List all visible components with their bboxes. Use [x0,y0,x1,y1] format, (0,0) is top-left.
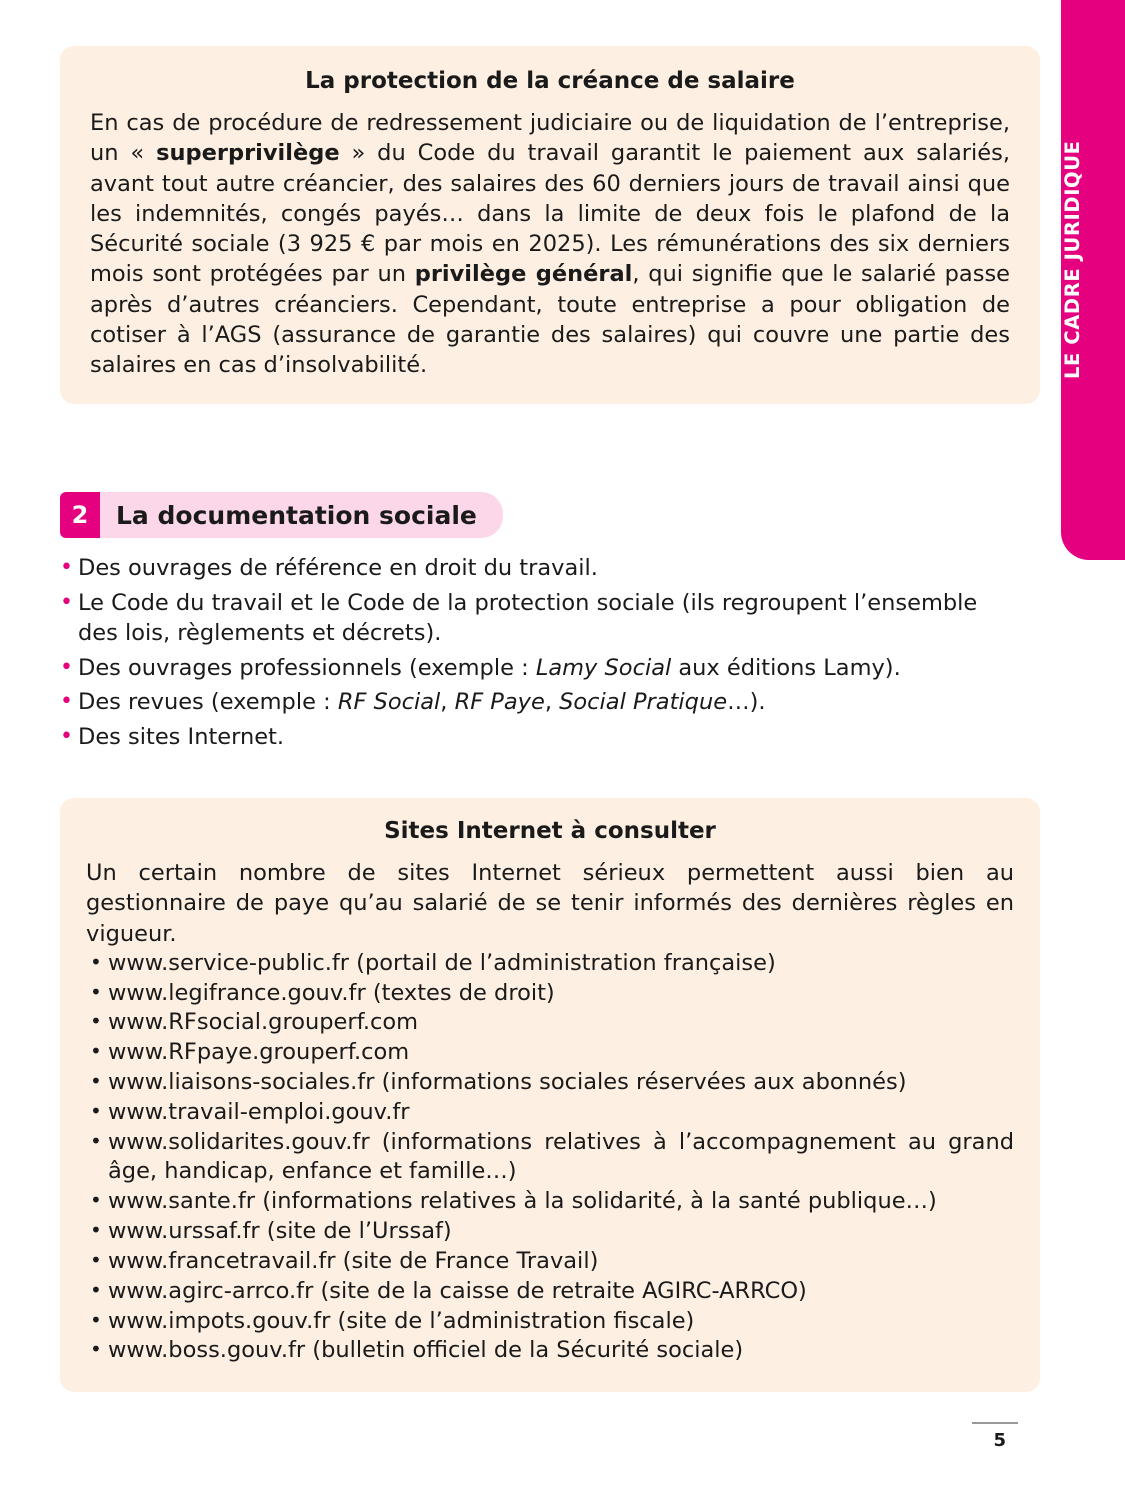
site-list-item[interactable]: • www.RFsocial.grouperf.com [86,1008,1014,1038]
callout-creance-salaire [60,46,1040,404]
bullet-item: • Des sites Internet. [58,722,1008,753]
site-list-item[interactable]: • www.RFpaye.grouperf.com [86,1038,1014,1068]
callout-sites-title: Sites Internet à consulter [384,818,716,844]
bullet-item: • Le Code du travail et le Code de la protection sociale (ils regroupent l’ensemble des lois, règlements et décrets). [58,588,1008,649]
site-list-item[interactable]: • www.liaisons-sociales.fr (informations sociales réservées aux abonnés) [86,1068,1014,1098]
bullet-item: • Des ouvrages de référence en droit du travail. [58,553,1008,584]
callout-creance-paragraph: En cas de procédure de redressement judiciaire ou de liquidation de l’entreprise, un « superprivilège » du Code du travail garantit le paiement aux salariés, avant tout autre créancier, des salaires des 60 derniers jours de travail ainsi que les indemnités, congés payés… dans la limite de deux fois le plafond de la Sécurité sociale (3 925 € par mois en 2025). Les rémunérations des six derniers mois sont protégées par un privilège général, qui signifie que le salarié passe après d’autres créanciers. Cependant, toute entreprise a pour obligation de cotiser à l’AGS (assurance de garantie des salaires) qui couvre une partie des salaires en cas d’insolvabilité. [90,110,1011,378]
side-tab-label: LE CADRE JURIDIQUE [1061,140,1084,380]
section-number: 2 [60,492,100,538]
site-list-item[interactable]: • www.boss.gouv.fr (bulletin officiel de la Sécurité sociale) [86,1336,1014,1366]
bullet-item: • Des ouvrages professionnels (exemple : Lamy Social aux éditions Lamy). [58,653,1008,684]
bullet-item: • Des revues (exemple : RF Social, RF Paye, Social Pratique…). [58,687,1008,718]
section-heading-documentation-sociale [60,492,503,538]
section-title-pill [100,492,503,538]
side-tab [1061,0,1125,560]
site-list-item[interactable]: • www.impots.gouv.fr (site de l’administration fiscale) [86,1307,1014,1337]
section-title: La documentation sociale [116,500,477,530]
documentation-bullet-list [58,553,1008,757]
site-list-item[interactable]: • www.solidarites.gouv.fr (informations relatives à l’accompagnement au grand âge, handicap, enfance et famille…) [86,1128,1014,1188]
site-list-item[interactable]: • www.service-public.fr (portail de l’administration française) [86,949,1014,979]
site-list-item[interactable]: • www.legifrance.gouv.fr (textes de droit) [86,979,1014,1009]
sites-list [86,949,1014,1366]
callout-sites-intro: Un certain nombre de sites Internet sérieux permettent aussi bien au gestionnaire de paye qu’au salarié de se tenir informés des dernières règles en vigueur. [86,860,1014,947]
site-list-item[interactable]: • www.francetravail.fr (site de France Travail) [86,1247,1014,1277]
callout-sites-internet [60,798,1040,1392]
site-list-item[interactable]: • www.agirc-arrco.fr (site de la caisse de retraite AGIRC-ARRCO) [86,1277,1014,1307]
page-number: 5 [993,1430,1006,1451]
page-number-rule [972,1422,1018,1424]
site-list-item[interactable]: • www.urssaf.fr (site de l’Urssaf) [86,1217,1014,1247]
site-list-item[interactable]: • www.travail-emploi.gouv.fr [86,1098,1014,1128]
callout-creance-title: La protection de la créance de salaire [305,68,795,94]
site-list-item[interactable]: • www.sante.fr (informations relatives à la solidarité, à la santé publique…) [86,1187,1014,1217]
